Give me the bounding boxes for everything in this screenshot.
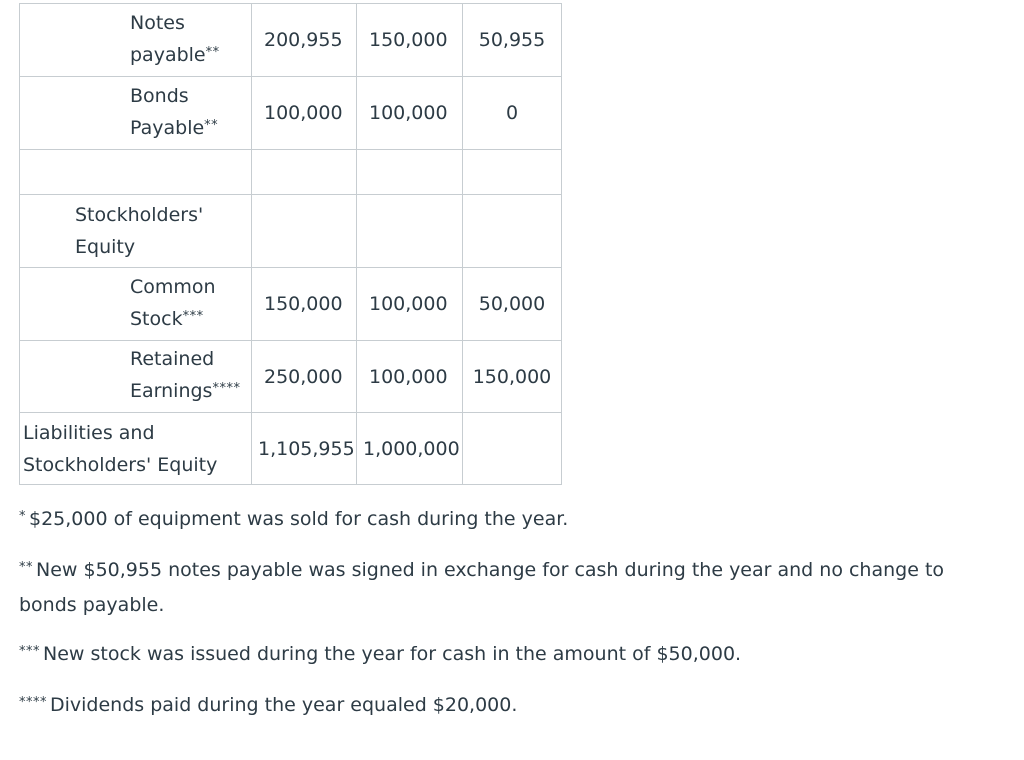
footnote-marker: **** [212, 381, 241, 396]
row-label: Notes payable [130, 11, 206, 66]
row-label-cell [20, 341, 252, 413]
table-row [20, 413, 562, 485]
footnote-marker: **** [19, 695, 47, 710]
footnote [19, 554, 979, 622]
footnotes [19, 503, 979, 740]
table-row [20, 4, 562, 77]
footnote [19, 503, 979, 538]
row-label-cell [20, 195, 252, 268]
row-label: Liabilities and Stockholders' Equity [23, 421, 218, 476]
table-row [20, 195, 562, 268]
footnote [19, 689, 979, 724]
row-label: Stockholders' Equity [75, 204, 204, 258]
value-change: 50,955 [463, 4, 562, 77]
row-label: Retained Earnings [130, 348, 215, 402]
footnote-text: $25,000 of equipment was sold for cash during the year. [29, 508, 569, 530]
value-current [252, 150, 357, 195]
row-label-cell [20, 4, 252, 77]
footnote-marker: *** [182, 308, 204, 324]
row-label-cell [20, 77, 252, 150]
value-prior [357, 150, 463, 195]
table-row [20, 77, 562, 150]
value-change: 0 [463, 77, 562, 150]
footnote-marker: ** [205, 44, 220, 60]
table-row [20, 268, 562, 341]
value-change: 150,000 [463, 341, 562, 413]
value-change [463, 150, 562, 195]
value-prior: 100,000 [357, 268, 463, 341]
row-label-cell [20, 150, 252, 195]
value-change: 50,000 [463, 268, 562, 341]
value-prior: 100,000 [357, 77, 463, 150]
footnote-text: New stock was issued during the year for cash in the amount of $50,000. [43, 643, 742, 665]
footnote-text: Dividends paid during the year equaled $20,000. [50, 694, 518, 716]
row-label: Bonds Payable [130, 84, 205, 139]
value-prior: 100,000 [357, 341, 463, 413]
value-current: 1,105,955 [252, 413, 357, 485]
row-label-cell [20, 413, 252, 485]
value-current: 100,000 [252, 77, 357, 150]
row-label: Common Stock [130, 275, 216, 330]
footnote-marker: * [19, 509, 26, 524]
value-prior: 1,000,000 [357, 413, 463, 485]
footnote-marker: ** [19, 560, 33, 575]
value-change [463, 413, 562, 485]
footnote [19, 638, 979, 673]
value-prior [357, 195, 463, 268]
footnote-text: New $50,955 notes payable was signed in exchange for cash during the year and no change to bonds payable. [19, 559, 945, 616]
value-current: 200,955 [252, 4, 357, 77]
row-label-cell [20, 268, 252, 341]
value-current: 150,000 [252, 268, 357, 341]
balance-sheet-table [19, 3, 562, 485]
footnote-marker: *** [19, 644, 40, 659]
table-row [20, 150, 562, 195]
value-prior: 150,000 [357, 4, 463, 77]
value-current: 250,000 [252, 341, 357, 413]
value-current [252, 195, 357, 268]
table-row [20, 341, 562, 413]
value-change [463, 195, 562, 268]
footnote-marker: ** [204, 117, 219, 133]
